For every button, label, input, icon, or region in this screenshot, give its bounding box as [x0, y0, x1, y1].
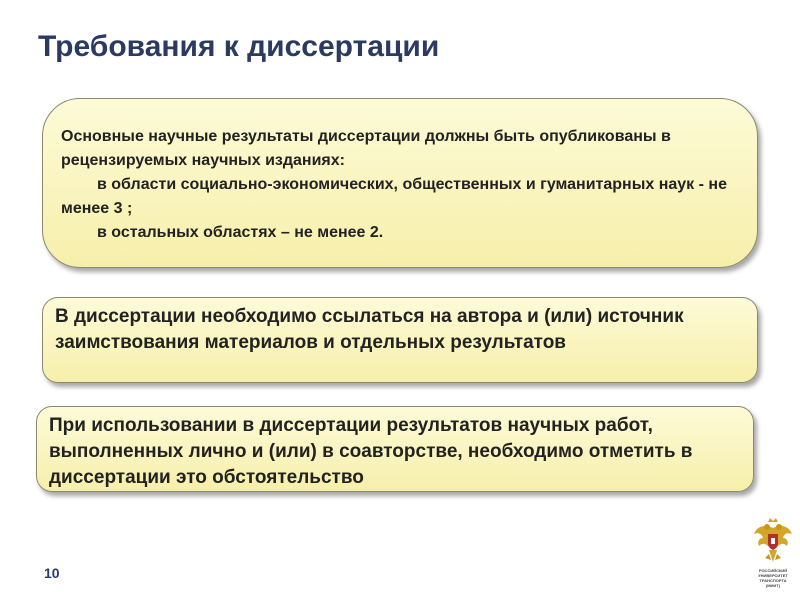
publication-requirements-box — [42, 98, 758, 268]
publication-requirements-humanities — [61, 173, 739, 221]
coauthorship-requirement-text: При использовании в диссертации результатов научных работ, выполненных лично и (или) в соавторстве, необходимо отметить в диссертации это обстоятельство — [49, 415, 693, 488]
logo-caption: РОССИЙСКИЙ УНИВЕРСИТЕТ ТРАНСПОРТА (МИИТ) — [758, 568, 788, 588]
university-logo — [748, 518, 798, 596]
coauthorship-requirement-box — [36, 406, 754, 492]
slide-title: Требования к диссертации — [38, 30, 440, 63]
publication-requirements-other: в остальных областях – не менее 2. — [97, 224, 384, 241]
double-eagle-emblem-icon — [753, 518, 793, 568]
page-number: 10 — [44, 565, 60, 581]
humanities-text: в области социально-экономических, общественных и гуманитарных наук - не менее 3 ; — [61, 176, 727, 217]
publication-requirements-intro: Основные научные результаты диссертации должны быть опубликованы в рецензируемых научных изданиях: — [61, 128, 671, 169]
citation-requirement-box — [42, 297, 758, 383]
citation-requirement-text: В диссертации необходимо ссылаться на автора и (или) источник заимствования материалов и отдельных результатов — [55, 306, 684, 353]
